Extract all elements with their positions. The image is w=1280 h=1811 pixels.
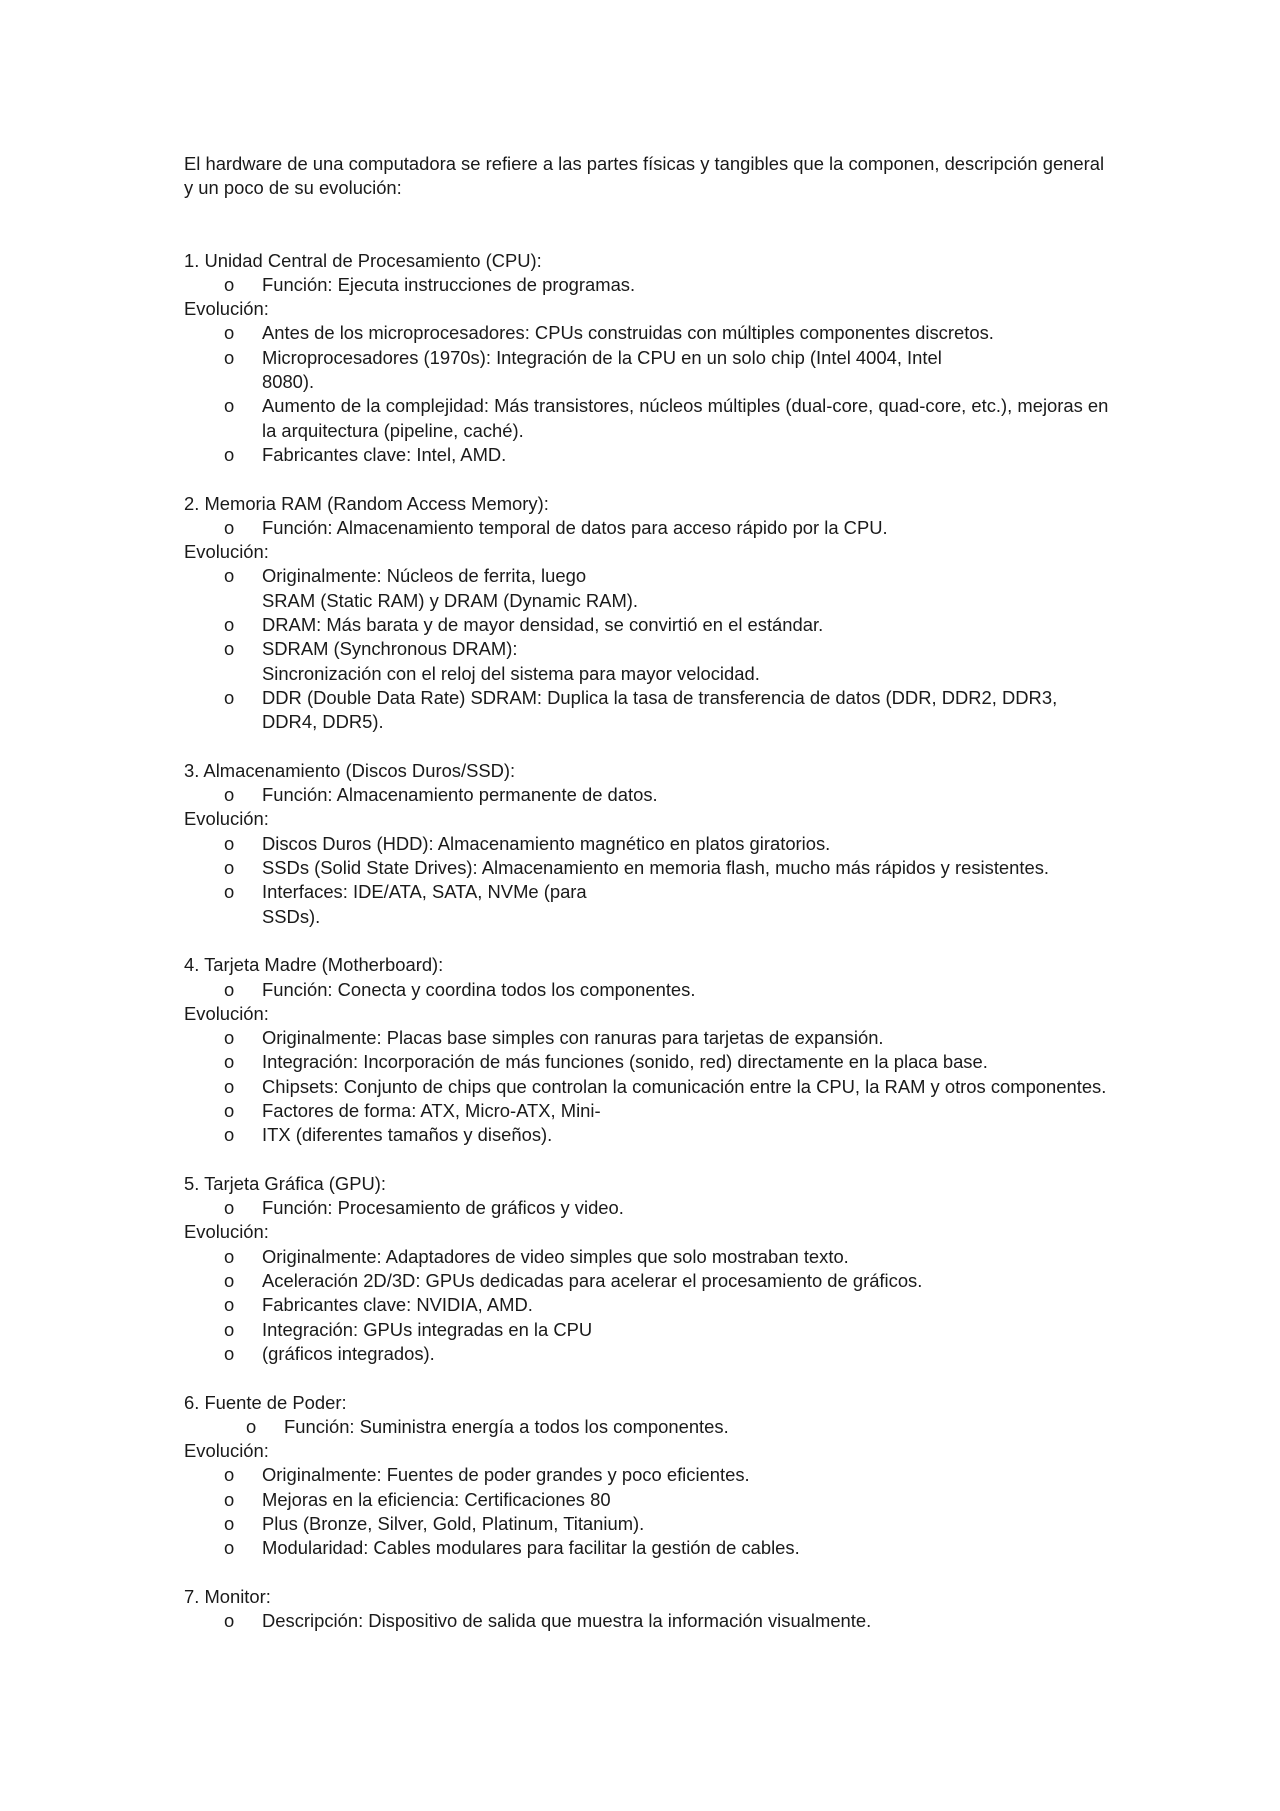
bullet-marker: o [224,614,235,636]
section-heading: 5. Tarjeta Gráfica (GPU): [184,1172,387,1194]
bullet-marker: o [224,1075,235,1097]
list-item: o Originalmente: Placas base simples con ranuras para tarjetas de expansión. [184,1026,1114,1050]
function-list [184,1415,1114,1439]
bullet-marker: o [224,857,235,879]
list-item: o Fabricantes clave: Intel, AMD. [184,443,1114,467]
section-gpu [184,1172,1114,1366]
list-item: o SDRAM (Synchronous DRAM): Sincronización con el reloj del sistema para mayor velocidad. [224,638,760,684]
bullet-marker: o [224,1099,235,1121]
evolution-label: Evolución: [184,298,269,320]
bullet-marker: o [224,1124,235,1146]
section-monitor [184,1585,1114,1634]
section-cpu [184,249,1114,468]
section-motherboard [184,953,1114,1147]
bullet-marker: o [224,1027,235,1049]
list-item: o Chipsets: Conjunto de chips que controlan la comunicación entre la CPU, la RAM y otros componentes. [184,1075,1114,1099]
section-heading: 1. Unidad Central de Procesamiento (CPU): [184,249,542,271]
bullet-marker: o [224,1245,235,1267]
list-item: o Función: Ejecuta instrucciones de programas. [184,273,1114,297]
list-item: o Factores de forma: ATX, Micro-ATX, Mini- [184,1099,1114,1123]
bullet-marker: o [224,1270,235,1292]
list-item: o Integración: Incorporación de más funciones (sonido, red) directamente en la placa base. [184,1050,1114,1074]
list-item: o Discos Duros (HDD): Almacenamiento magnético en platos giratorios. [184,832,1114,856]
section-ram [184,492,1114,735]
list-item: o Función: Procesamiento de gráficos y video. [184,1196,1114,1220]
bullet-marker: o [224,443,235,465]
section-heading: 7. Monitor: [184,1585,271,1607]
evolution-label: Evolución: [184,541,269,563]
bullet-marker: o [224,1294,235,1316]
bullet-marker: o [246,1415,257,1437]
bullet-marker: o [224,565,235,587]
bullet-marker: o [224,1537,235,1559]
bullet-marker: o [224,322,235,344]
list-item: o Microprocesadores (1970s): Integración de la CPU en un solo chip (Intel 4004, Intel 8080). [224,346,942,393]
section-heading: 6. Fuente de Poder: [184,1391,347,1413]
list-item: o Interfaces: IDE/ATA, SATA, NVMe (para SSDs). [224,881,587,927]
list-item: o Función: Almacenamiento permanente de datos. [184,783,1114,807]
list-item: o Mejoras en la eficiencia: Certificaciones 80 [184,1488,1114,1512]
section-power-supply [184,1391,1114,1561]
function-list [184,273,1114,297]
bullet-marker: o [224,832,235,854]
list-item: o Modularidad: Cables modulares para facilitar la gestión de cables. [184,1536,1114,1560]
list-item: o DDR (Double Data Rate) SDRAM: Duplica la tasa de transferencia de datos (DDR, DDR2, DDR3, DDR4, DDR5). [224,686,1058,733]
evolution-label: Evolución: [184,1221,269,1243]
bullet-marker: o [224,395,235,417]
bullet-marker: o [224,1197,235,1219]
section-heading: 2. Memoria RAM (Random Access Memory): [184,492,549,514]
list-item: o Función: Conecta y coordina todos los componentes. [184,978,1114,1002]
bullet-marker: o [224,516,235,538]
bullet-marker: o [224,273,235,295]
bullet-marker: o [224,1342,235,1364]
bullet-marker: o [224,686,235,708]
list-item: o Originalmente: Núcleos de ferrita, luego SRAM (Static RAM) y DRAM (Dynamic RAM). [224,565,639,611]
bullet-marker: o [224,1488,235,1510]
section-heading: 3. Almacenamiento (Discos Duros/SSD): [184,759,516,781]
function-list [184,978,1114,1002]
evolution-label: Evolución: [184,1440,269,1462]
function-list [184,1196,1114,1220]
bullet-marker: o [224,881,235,903]
bullet-marker: o [224,1051,235,1073]
list-item: o Originalmente: Fuentes de poder grandes y poco eficientes. [184,1463,1114,1487]
list-item: o Antes de los microprocesadores: CPUs construidas con múltiples componentes discretos. [184,321,1114,345]
bullet-marker: o [224,346,235,368]
list-item: o Plus (Bronze, Silver, Gold, Platinum, Titanium). [184,1512,1114,1536]
list-item: o Originalmente: Adaptadores de video simples que solo mostraban texto. [184,1245,1114,1269]
spacer [184,201,1114,249]
evolution-label: Evolución: [184,808,269,830]
function-list [184,516,1114,540]
evolution-list [184,1245,1114,1366]
bullet-marker: o [224,784,235,806]
list-item: o Aceleración 2D/3D: GPUs dedicadas para acelerar el procesamiento de gráficos. [184,1269,1114,1293]
list-item: o ITX (diferentes tamaños y diseños). [184,1123,1114,1147]
list-item: o Función: Almacenamiento temporal de datos para acceso rápido por la CPU. [184,516,1114,540]
bullet-marker: o [224,1610,235,1632]
evolution-list [184,1026,1114,1147]
list-item: o (gráficos integrados). [184,1342,1114,1366]
evolution-list [184,321,1114,467]
list-item: o Fabricantes clave: NVIDIA, AMD. [184,1293,1114,1317]
intro-paragraph: El hardware de una computadora se refiere a las partes físicas y tangibles que la componen, descripción general y un poco de su evolución: [184,153,1105,199]
evolution-list [184,832,1114,929]
function-list [184,1609,1114,1633]
bullet-marker: o [224,1318,235,1340]
evolution-list [184,1463,1114,1560]
bullet-marker: o [224,1464,235,1486]
document-body [184,152,1114,1658]
list-item: o DRAM: Más barata y de mayor densidad, se convirtió en el estándar. [184,613,1114,637]
bullet-marker: o [224,638,235,660]
list-item: o Aumento de la complejidad: Más transistores, núcleos múltiples (dual-core, quad-core, etc.), mejoras en la arquitectura (pipeline, caché). [224,395,1109,441]
section-heading: 4. Tarjeta Madre (Motherboard): [184,954,444,976]
bullet-marker: o [224,978,235,1000]
function-list [184,783,1114,807]
section-storage [184,759,1114,929]
evolution-label: Evolución: [184,1002,269,1024]
evolution-list [184,564,1114,734]
list-item: o Integración: GPUs integradas en la CPU [184,1318,1114,1342]
list-item: o Función: Suministra energía a todos los componentes. [184,1415,1114,1439]
list-item: o SSDs (Solid State Drives): Almacenamiento en memoria flash, mucho más rápidos y resistentes. [184,856,1114,880]
bullet-marker: o [224,1513,235,1535]
list-item: o Descripción: Dispositivo de salida que muestra la información visualmente. [184,1609,1114,1633]
